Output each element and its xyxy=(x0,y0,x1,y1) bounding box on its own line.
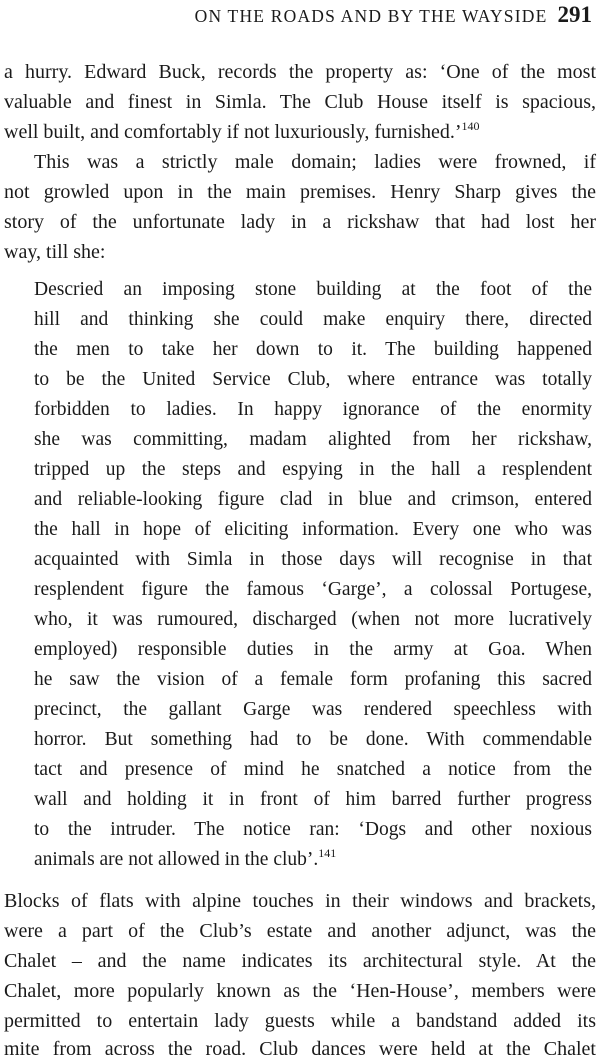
text-line: were a part of the Club’s estate and another adjunct, was the xyxy=(4,920,596,942)
text-line: way, till she: xyxy=(4,241,106,263)
text-line: a hurry. Edward Buck, records the property as: ‘One of the most xyxy=(4,61,596,83)
text-line: Blocks of flats with alpine touches in their windows and brackets, xyxy=(4,890,596,912)
quote-line: she was committing, madam alighted from her rickshaw, xyxy=(34,429,592,450)
running-header xyxy=(0,2,592,32)
quote-line: employed) responsible duties in the army at Goa. When xyxy=(34,639,592,660)
quote-line: acquainted with Simla in those days will recognise in that xyxy=(34,549,592,570)
text-line xyxy=(4,117,596,147)
quote-line: tripped up the steps and espying in the hall a resplendent xyxy=(34,459,592,480)
quote-line: he saw the vision of a female form profaning this sacred xyxy=(34,669,592,690)
quote-line: forbidden to ladies. In happy ignorance of the enormity xyxy=(34,399,592,420)
quote-line xyxy=(34,845,592,875)
quote-line: hill and thinking she could make enquiry there, directed xyxy=(34,309,592,330)
quote-line: the men to take her down to it. The building happened xyxy=(34,339,592,360)
quote-line: to be the United Service Club, where entrance was totally xyxy=(34,369,592,390)
footnote-ref-141: 141 xyxy=(318,846,337,860)
text-line: story of the unfortunate lady in a rickshaw that had lost her xyxy=(4,211,596,233)
quote-line: resplendent figure the famous ‘Garge’, a colossal Portugese, xyxy=(34,579,592,600)
text-line: permitted to entertain lady guests while a bandstand added its xyxy=(4,1010,596,1032)
quote-line: to the intruder. The notice ran: ‘Dogs and other noxious xyxy=(34,819,592,840)
text-line: Chalet, more popularly known as the ‘Hen-House’, members were xyxy=(4,980,596,1002)
quote-line: precinct, the gallant Garge was rendered speechless with xyxy=(34,699,592,720)
text-line-content: well built, and comfortably if not luxuriously, furnished.’ xyxy=(4,121,462,143)
quote-line: who, it was rumoured, discharged (when not more lucratively xyxy=(34,609,592,630)
quote-line-content: animals are not allowed in the club’. xyxy=(34,849,319,870)
quote-line: and reliable-looking figure clad in blue and crimson, entered xyxy=(34,489,592,510)
quote-line: horror. But something had to be done. With commendable xyxy=(34,729,592,750)
text-line: not growled upon in the main premises. Henry Sharp gives the xyxy=(4,181,596,203)
text-line: valuable and finest in Simla. The Club House itself is spacious, xyxy=(4,91,596,113)
quote-line: tact and presence of mind he snatched a notice from the xyxy=(34,759,592,780)
text-line: Chalet – and the name indicates its architectural style. At the xyxy=(4,950,596,972)
running-title: ON THE ROADS AND BY THE WAYSIDE xyxy=(194,6,548,26)
footnote-ref-140: 140 xyxy=(461,119,480,133)
quote-line: wall and holding it in front of him barred further progress xyxy=(34,789,592,810)
quote-line: Descried an imposing stone building at the foot of the xyxy=(34,279,592,300)
text-line: This was a strictly male domain; ladies were frowned, if xyxy=(34,151,596,173)
quote-line: the hall in hope of eliciting information. Every one who was xyxy=(34,519,592,540)
page-number: 291 xyxy=(557,2,592,27)
text-line: mite from across the road. Club dances were held at the Chalet xyxy=(4,1038,596,1060)
